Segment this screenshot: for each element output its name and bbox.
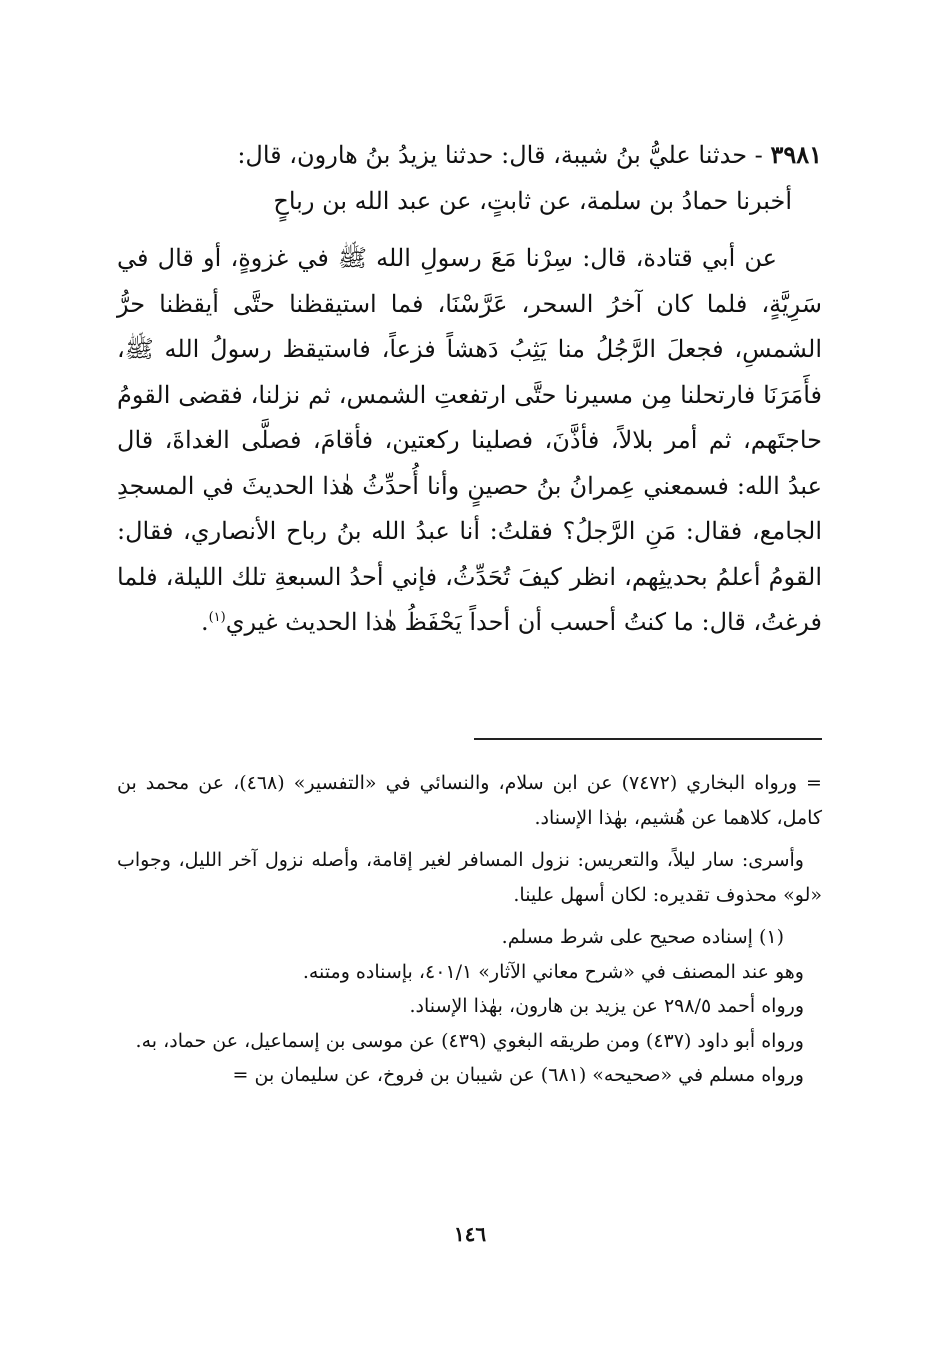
footnote-1-line-5: ورواه مسلم في «صحيحه» (٦٨١) عن شيبان بن فروخ، عن سليمان بن =	[232, 1064, 804, 1086]
footnote-separator	[474, 738, 822, 740]
page-number: ١٤٦	[453, 1222, 487, 1246]
footnote-marker: (١)	[208, 610, 226, 625]
hadith-matn	[117, 236, 822, 646]
hadith-isnad	[117, 132, 822, 179]
footnote-continuation-1: = ورواه البخاري (٧٤٧٢) عن ابن سلام، والنسائي في «التفسير» (٤٦٨)، عن محمد بن كامل، كلاهما عن هُشيم، بهٰذا الإسناد.	[117, 772, 822, 829]
footnotes	[117, 766, 822, 1093]
isnad-line-1: - حدثنا عليُّ بنُ شيبة، قال: حدثنا يزيدُ بنُ هارون، قال:	[237, 141, 763, 169]
matn-text: عن أبي قتادة، قال: سِرْنا مَعَ رسولِ الله ﷺ في غزوةٍ، أو قال في سَرِيَّةٍ، فلما كان آخرُ السحر، عَرَّسْنَا، فما استيقظنا حتَّى أيقظنا حرُّ الشمسِ، فجعلَ الرَّجُلُ منا يَثِبُ دَهشاً فزعاً، فاستيقظ رسولُ الله ﷺ، فأَمَرَنَا فارتحلنا مِن مسيرنا حتَّى ارتفعتِ الشمس، ثم نزلنا، فقضى القومُ حاجتَهم، ثم أمر بلالاً، فأذَّنَ، فصلينا ركعتين، فأقامَ، فصلَّى الغداةَ، قال عبدُ الله: فسمعني عِمرانُ بنُ حصينٍ وأنا أُحدِّثُ هٰذا الحديثَ في المسجدِ الجامع، فقال: مَنِ الرَّجلُ؟ فقلتُ: أنا عبدُ الله بنُ رباح الأنصاري، فقال: القومُ أعلمُ بحديثِهم، انظر كيفَ تُحَدِّثُ، فإني أحدُ السبعةِ تلك الليلة، فلما فرغتُ، قال: ما كنتُ أحسب أن أحداً يَحْفَظُ هٰذا الحديث غيري	[117, 244, 822, 636]
matn-end-punct: .	[200, 608, 209, 636]
footnote-1-line-1: (١) إسناده صحيح على شرط مسلم.	[501, 926, 784, 948]
footnote-1-line-2: وهو عند المصنف في «شرح معاني الآثار» ٤٠١/١، بإسناده ومتنه.	[302, 960, 804, 983]
isnad-line-2: أخبرنا حمادُ بن سلمة، عن ثابتٍ، عن عبد الله بن رباحٍ	[273, 186, 792, 215]
footnote-continuation-2: وأسرى: سار ليلاً، والتعريس: نزول المسافر لغير إقامة، وأصله نزول آخر الليل، وجواب «لو» محذوف تقديره: لكان أسهل علينا.	[117, 849, 822, 906]
footnote-1-line-4: ورواه أبو داود (٤٣٧) ومن طريقه البغوي (٤٣٩) عن موسى بن إسماعيل، عن حماد، به.	[135, 1029, 804, 1052]
footnote-1-line-3: ورواه أحمد ٢٩٨/٥ عن يزيد بن هارون، بهٰذا الإسناد.	[409, 995, 804, 1017]
main-text	[117, 132, 822, 646]
hadith-number: ٣٩٨١	[770, 140, 822, 169]
